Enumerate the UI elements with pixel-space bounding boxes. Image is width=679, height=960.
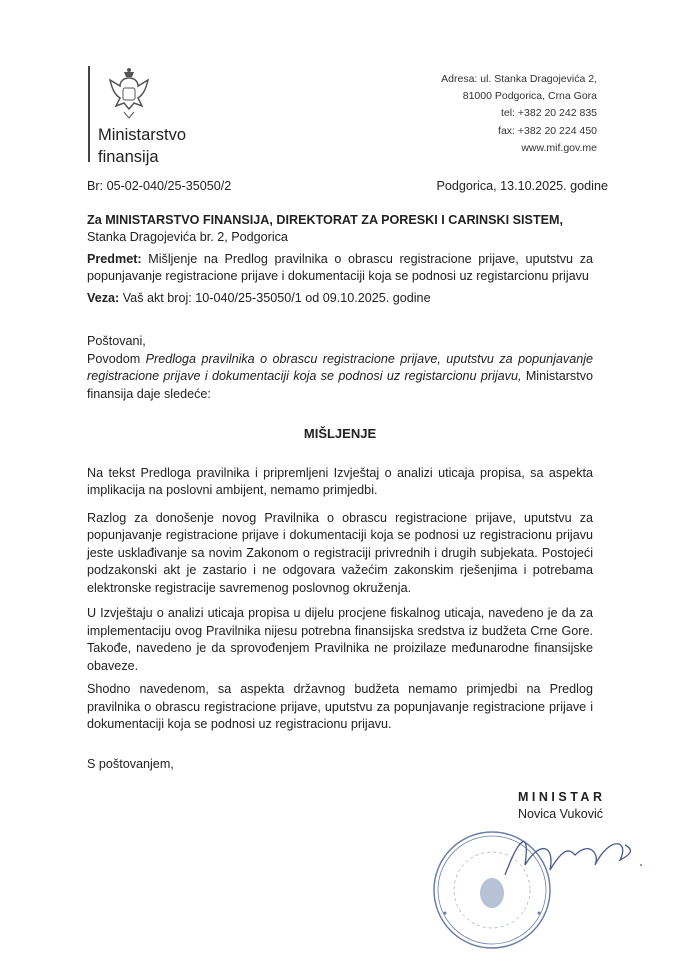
- place-date: Podgorica, 13.10.2025. godine: [436, 179, 608, 193]
- subject: [87, 251, 593, 286]
- intro-italic: Predloga pravilnika o obrascu registracione prijave, uputstvu za popunjavanje registracione prijave i dokumentaciji koja se podnosi uz registarcionu prijavu,: [87, 351, 594, 383]
- recipient-line1: Za MINISTARSTVO FINANSIJA, DIREKTORAT ZA PORESKI I CARINSKI SISTEM,: [87, 212, 564, 227]
- body-paragraph: Shodno navedenom, sa aspekta državnog budžeta nemamo primjedbi na Predlog pravilnika o obrascu registracione prijave, uputstvu za popunjavanje registracione prijave i dokumentaciji koja se podnosi uz registracionu prijavu.: [87, 682, 593, 731]
- intro-end: Ministarstvo finansija daje sledeće:: [87, 369, 593, 401]
- body-paragraph: U Izvještaju o analizi uticaja propisa u dijelu procjene fiskalnog uticaja, navedeno je da za implementaciju ovog Pravilnika nijesu potrebna finansijska sredstva iz budžeta Crne Gore. Takođe, navedeno je da sprovođenjem Pravilnika ne proizilaze međunarodne finansijske obaveze.: [87, 606, 593, 673]
- link-text: Vaš akt broj: 10-040/25-35050/1 od 09.10.2025. godine: [122, 290, 431, 305]
- letterhead-divider: [88, 66, 90, 162]
- ministry-name-line1: Ministarstvo: [98, 126, 187, 144]
- ministry-name-line2: finansija: [98, 148, 159, 166]
- coat-of-arms-icon: [104, 66, 154, 120]
- fax: fax: +382 20 224 450: [498, 124, 597, 137]
- closing: S poštovanjem,: [87, 756, 174, 771]
- contact-address: [441, 71, 597, 157]
- greeting: Poštovani,: [87, 334, 146, 348]
- subject-label: Predmet:: [87, 251, 142, 266]
- intro-paragraph: [87, 351, 593, 404]
- subject-text: Mišljenje na Predlog pravilnika o obrascu registracione prijave, uputstvu za popunjavanje registracione prijave i dokumentaciji koja se podnosi uz registarcionu prijavu: [87, 251, 593, 283]
- signatory-name: Novica Vuković: [518, 807, 603, 821]
- recipient-line2: Stanka Dragojevića br. 2, Podgorica: [87, 230, 288, 244]
- address-city: 81000 Podgorica, Crna Gora: [462, 90, 597, 103]
- signatory-title: MINISTAR: [518, 790, 606, 804]
- link-label: Veza:: [87, 290, 120, 305]
- ministry-name: [98, 124, 186, 168]
- reference-number: Br: 05-02-040/25-35050/2: [87, 179, 232, 193]
- address-line: Adresa: ul. Stanka Dragojevića 2,: [441, 73, 597, 85]
- letter-body: [87, 178, 608, 939]
- signature-block: [87, 789, 606, 939]
- opinion-title: MIŠLJENJE: [303, 426, 377, 441]
- handwritten-signature: [500, 825, 660, 885]
- reference-link: [87, 290, 593, 308]
- reference-row: [87, 178, 608, 196]
- body-paragraph: Razlog za donošenje novog Pravilnika o obrascu registracione prijave, uputstvu za popunjavanje registracione prijave i dokumentaciji koja se podnosi uz registracionu prijavu jeste usklađivanje sa novim Zakonom o registraciji privrednih i drugih subjekata. Postojeći podzakonski akt je zastario i ne odgovara važećim zakonskim rješenjima i potrebama elektronske registracije savremenog poslovnog okruženja.: [87, 510, 593, 595]
- website-link[interactable]: www.mif.gov.me: [521, 141, 597, 154]
- phone: tel: +382 20 242 835: [500, 107, 597, 120]
- intro-start: Povodom: [87, 351, 146, 366]
- body-paragraph: Na tekst Predloga pravilnika i pripremljeni Izvještaj o analizi uticaja propisa, sa aspekta implikacija na poslovni ambijent, nemamo primjedbi.: [87, 465, 593, 497]
